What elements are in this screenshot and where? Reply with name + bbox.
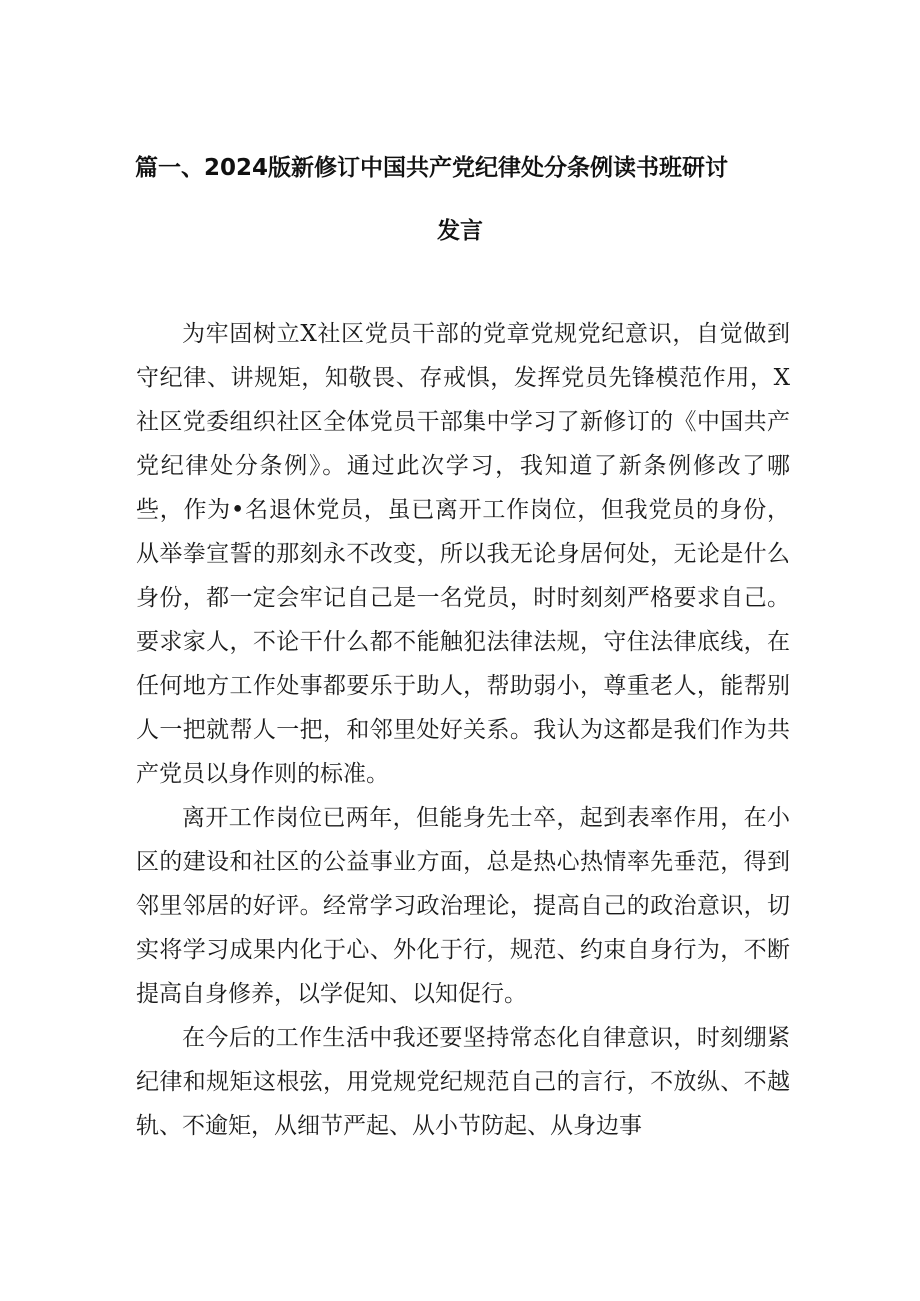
document-title-line-1: 篇一、2024版新修订中国共产党纪律处分条例读书班研讨 xyxy=(135,155,729,181)
document-body xyxy=(136,312,790,1148)
paragraph-1: 为牢固树立X社区党员干部的党章党规党纪意识，自觉做到守纪律、讲规矩，知敬畏、存戒惧，发挥党员先锋模范作用，X社区党委组织社区全体党员干部集中学习了新修订的《中国共产党纪律处分条例》。通过此次学习，我知道了新条例修改了哪些，作为•名退休党员，虽已离开工作岗位，但我党员的身份，从举拳宣誓的那刻永不改变，所以我无论身居何处，无论是什么身份，都一定会牢记自己是一名党员，时时刻刻严格要求自己。要求家人，不论干什么都不能触犯法律法规，守住法律底线，在任何地方工作处事都要乐于助人，帮助弱小，尊重老人，能帮别人一把就帮人一把，和邻里处好关系。我认为这都是我们作为共产党员以身作则的标准。 xyxy=(136,321,790,787)
paragraph-2: 离开工作岗位已两年，但能身先士卒，起到表率作用，在小区的建设和社区的公益事业方面，总是热心热情率先垂范，得到邻里邻居的好评。经常学习政治理论，提高自己的政治意识，切实将学习成果内化于心、外化于行，规范、约束自身行为，不断提高自身修养，以学促知、以知促行。 xyxy=(136,805,790,1007)
document-title-line-2: 发言 xyxy=(437,218,483,244)
paragraph-3: 在今后的工作生活中我还要坚持常态化自律意识，时刻绷紧纪律和规矩这根弦，用党规党纪规范自己的言行，不放纵、不越轨、不逾矩，从细节严起、从小节防起、从身边事 xyxy=(136,1025,790,1139)
